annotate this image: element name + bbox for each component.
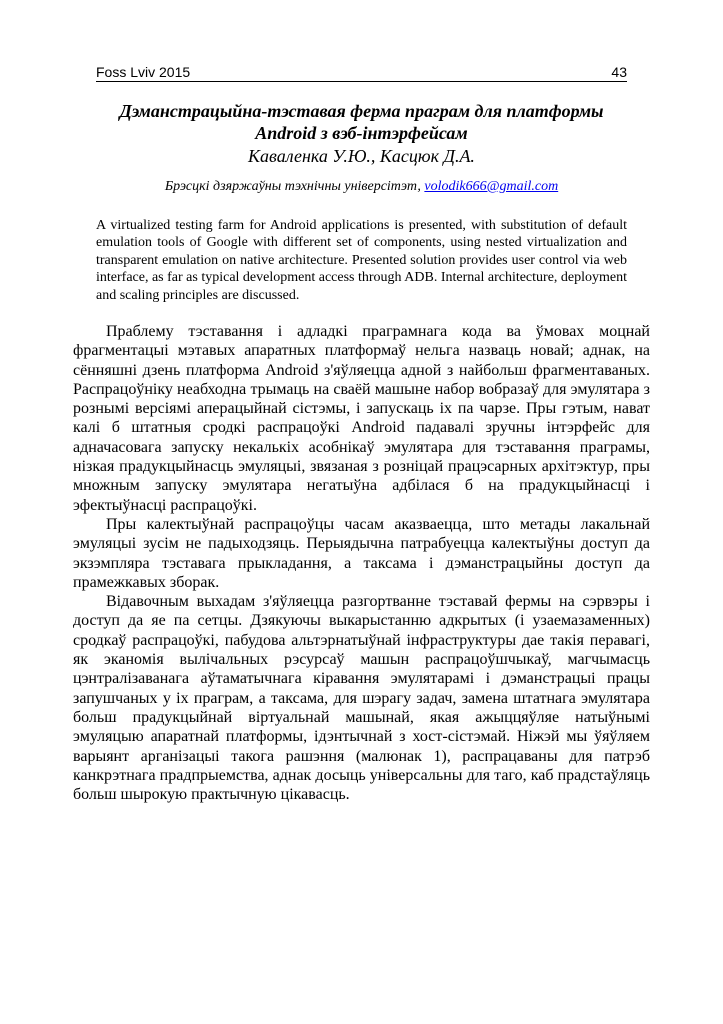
conference-name: Foss Lviv 2015 [96, 64, 191, 80]
page-number: 43 [611, 64, 627, 80]
body-paragraph: Праблему тэставання і адладкі праграмнага кода ва ўмовах моцнай фрагментацыі мэтавых апаратных платформаў нельга назваць новай; аднак, на сённяшні дзень платформа Android з'яўляецца адной з найбольш фрагментаваных. Распрацоўніку неабходна трымаць на сваёй машыне набор вобразаў для эмулятара з рознымі версіямі аперацыйнай сістэмы, і запускаць іх па чарзе. Пры гэтым, нават калі б штатныя сродкі распрацоўкі Android падавалі зручны інтэрфейс для адначасовага запуску некалькіх асобнікаў эмулятара для тэставання праграмы, нізкая прадукцыйнасць эмуляцыі, звязаная з розніцай працэсарных архітэктур, пры множным запуску эмулятара негатыўна адбілася б на прадукцыйнасці і эфектыўнасці распрацоўкі. [73, 323, 650, 514]
paper-title [96, 100, 627, 144]
affiliation [96, 178, 627, 196]
paper-title-line-2: Android з вэб-інтэрфейсам [255, 123, 468, 143]
body-paragraph: Пры калектыўнай распрацоўцы часам аказваецца, што метады лакальнай эмуляцыі зусім не падыходзяць. Перыядычна патрабуецца калектыўны доступ да экзэмпляра тэставага прыкладання, а таксама і дэманстрацыйны доступ да прамежкавых зборак. [73, 515, 650, 591]
body-text [73, 322, 650, 804]
paper-title-line-1: Дэманстрацыйна-тэставая ферма праграм для платформы [119, 101, 604, 121]
abstract: A virtualized testing farm for Android applications is presented, with substitution of default emulation tools of Google with different set of components, using nested virtualization and transparent emulation on native architecture. Presented solution provides user control via web interface, as far as typical development access through ADB. Internal architecture, deployment and scaling principles are discussed. [96, 218, 628, 303]
email-link[interactable]: volodik666@gmail.com [424, 179, 559, 194]
paper-authors: Каваленка У.Ю., Касцюк Д.А. [248, 146, 475, 166]
body-paragraph: Відавочным выхадам з'яўляецца разгортванне тэставай фермы на сэрвэры і доступ да яе па сетцы. Дзякуючы выкарыстанню адкрытых (і узаемазаменных) сродкаў распрацоўкі, пабудова альтэрнатыўнай інфраструктуры дае такія перавагі, як эканомія вылічальных рэсурсаў машын распрацоўшчыкаў, магчымасць цэнтралізаванага аўтаматычнага кіравання эмулятарамі і дэманстрацыі працы запушчаных у іх праграм, а таксама, для шэрагу задач, замена штатнага эмулятара больш прадукцыйнай віртуальнай машынай, якая ажыццяўляе натыўнымі эмуляцыю апаратнай платформы, ідэнтычнай з хост-сістэмай. Ніжэй мы ўяўляем варыянт арганізацыі такога рашэння (малюнак 1), распрацаваны для патрэб канкрэтнага прадпрыемства, аднак досыць універсальны для таго, каб прадстаўляць больш шырокую практычную цікавасць. [73, 593, 650, 804]
affiliation-text: Брэсцкі дзяржаўны тэхнічны універсітэт, [164, 179, 421, 194]
running-header [96, 64, 627, 82]
